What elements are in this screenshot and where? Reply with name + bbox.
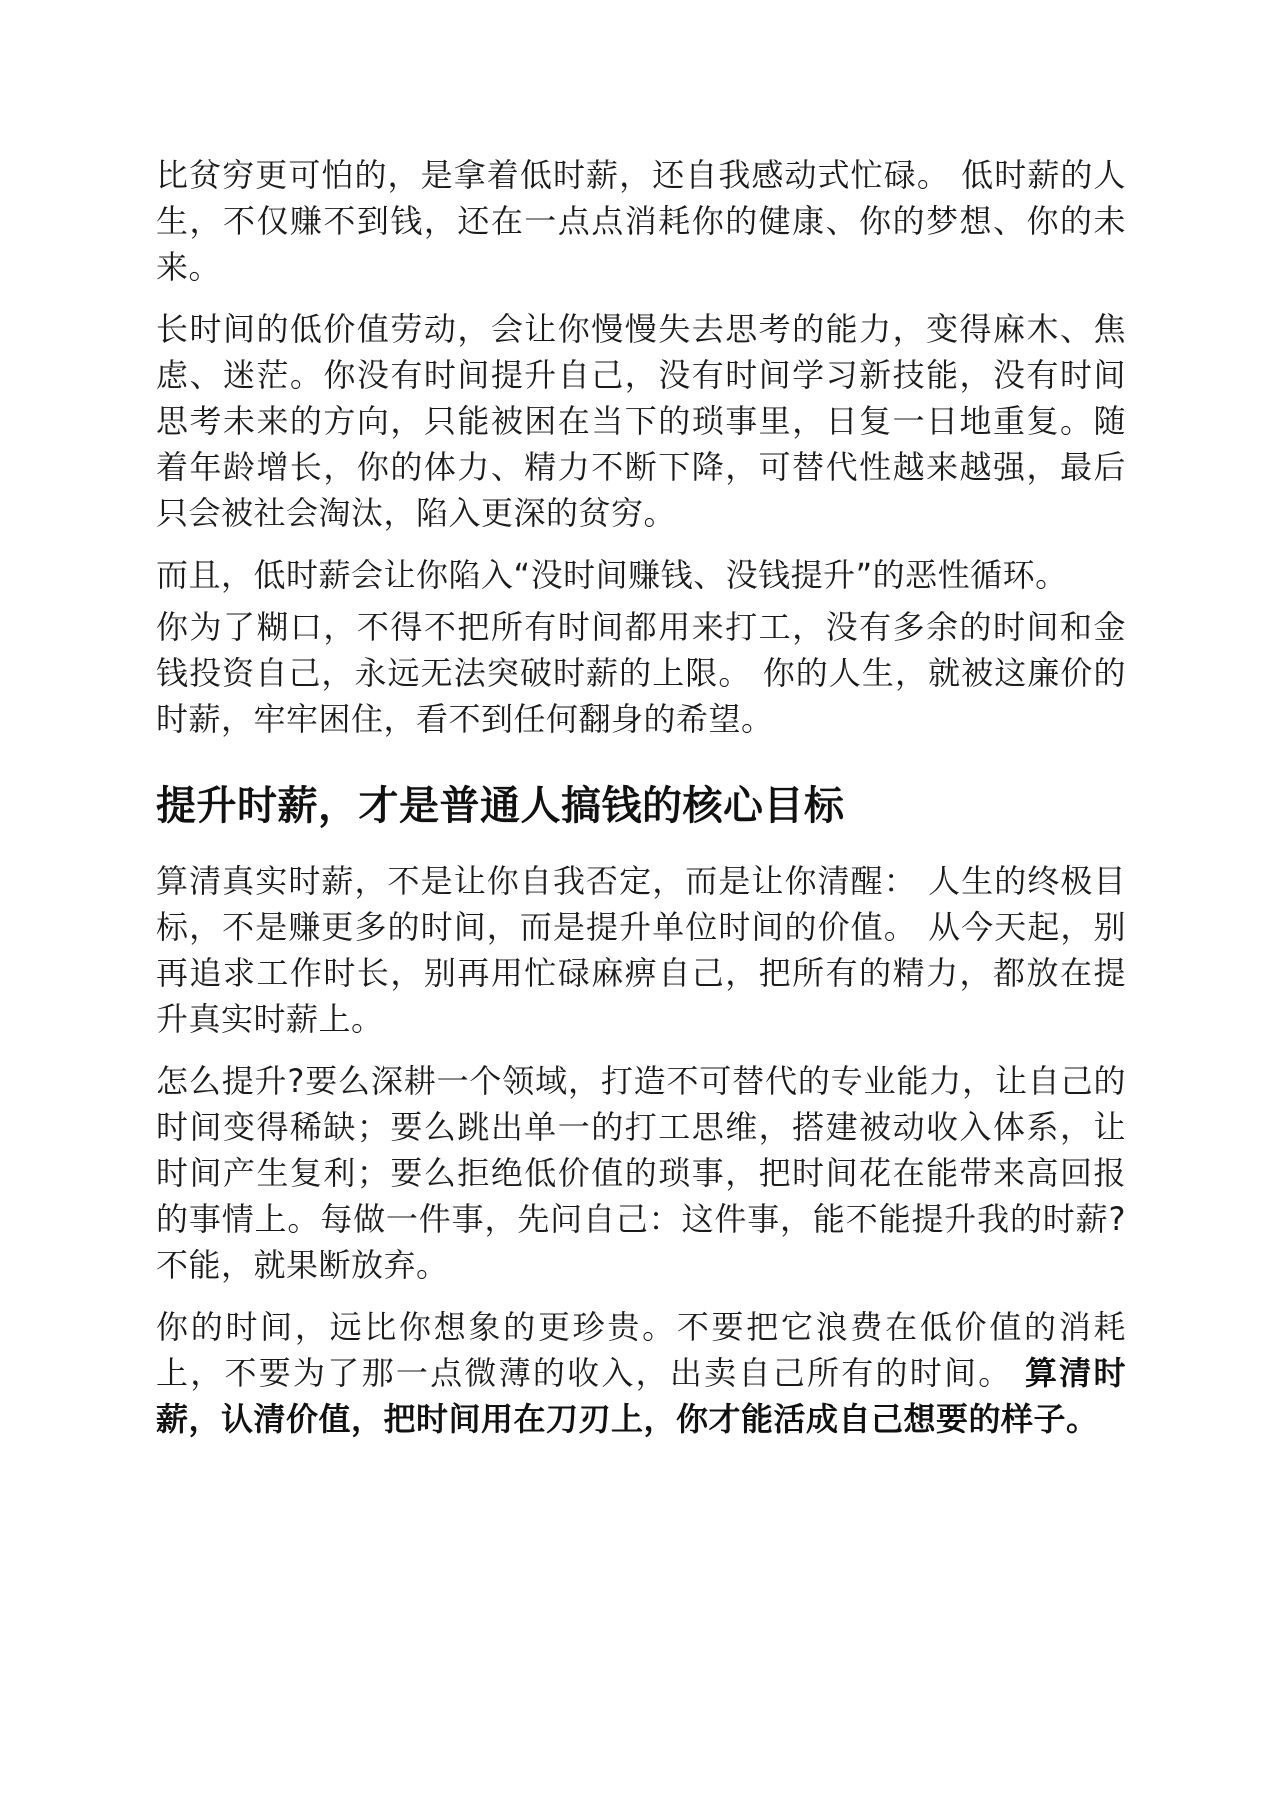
section-heading: 提升时薪，才是普通人搞钱的核心目标 — [156, 783, 845, 829]
final-paragraph — [156, 1304, 1126, 1442]
paragraph-3: 而且，低时薪会让你陷入“没时间赚钱、没钱提升”的恶性循环。 — [156, 556, 1068, 594]
final-paragraph-bold-text: 算清时薪，认清价值，把时间用在刀刃上，你才能活成自己想要的样子。 — [156, 1354, 1126, 1438]
paragraph-5: 算清真实时薪，不是让你自我否定，而是让你清醒： 人生的终极目标，不是赚更多的时间，而是提升单位时间的价值。 从今天起，别再追求工作时长，别再用忙碌麻痹自己，把所有的精力，都放在提升真实时薪上。 — [156, 862, 1126, 1038]
article-body — [156, 152, 1126, 1458]
paragraph-6: 怎么提升?要么深耕一个领域，打造不可替代的专业能力，让自己的时间变得稀缺；要么跳出单一的打工思维，搭建被动收入体系，让时间产生复利；要么拒绝低价值的琐事，把时间花在能带来高回报的事情上。每做一件事，先问自己：这件事，能不能提升我的时薪?不能，就果断放弃。 — [156, 1062, 1126, 1284]
paragraph-2: 长时间的低价值劳动，会让你慢慢失去思考的能力，变得麻木、焦虑、迷茫。你没有时间提升自己，没有时间学习新技能，没有时间思考未来的方向，只能被困在当下的琐事里，日复一日地重复。随着年龄增长，你的体力、精力不断下降，可替代性越来越强，最后只会被社会淘汰，陷入更深的贫穷。 — [156, 310, 1126, 532]
paragraph-4: 你为了糊口，不得不把所有时间都用来打工，没有多余的时间和金钱投资自己，永远无法突破时薪的上限。 你的人生，就被这廉价的时薪，牢牢困住，看不到任何翻身的希望。 — [156, 608, 1126, 738]
final-paragraph-text: 你的时间，远比你想象的更珍贵。不要把它浪费在低价值的消耗上，不要为了那一点微薄的收入，出卖自己所有的时间。 — [156, 1308, 1126, 1392]
paragraph-1: 比贫穷更可怕的，是拿着低时薪，还自我感动式忙碌。 低时薪的人生，不仅赚不到钱，还在一点点消耗你的健康、你的梦想、你的未来。 — [156, 156, 1126, 286]
